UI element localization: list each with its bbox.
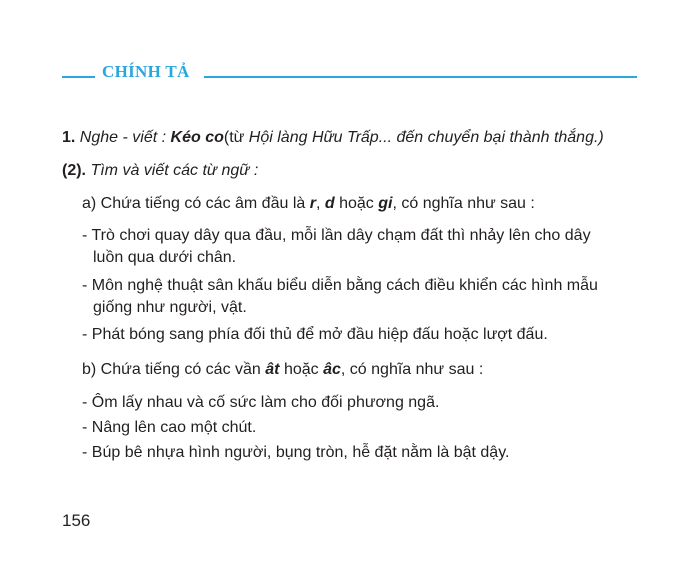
exercise-1 (62, 128, 604, 148)
sound-d: d (324, 195, 335, 212)
exercise-1-title: Kéo co (170, 129, 224, 146)
part-b-item-3: - Búp bê nhựa hình người, bụng tròn, hễ đặt nằm là bật dậy. (82, 444, 510, 461)
exercise-1-number: 1. (62, 129, 76, 146)
part-a-intro (82, 194, 535, 214)
exercise-2-instruction: Tìm và viết các từ ngữ : (90, 162, 259, 179)
part-a-item-1-line-2: luồn qua dưới chân. (93, 249, 237, 266)
rhyme-ac: âc (323, 361, 341, 378)
part-b-intro-before: b) Chứa tiếng có các vần (82, 361, 261, 378)
rhyme-at: ât (265, 361, 280, 378)
exercise-1-source-range: Hội làng Hữu Trấp... đến chuyển bại thành thắng.) (248, 129, 604, 146)
part-a-intro-after: , có nghĩa như sau : (392, 195, 535, 212)
exercise-1-instruction: Nghe - viết : (79, 129, 167, 146)
sound-gi: gi (378, 195, 393, 212)
part-a-item-2-line-2: giống như người, vật. (93, 299, 247, 316)
header-rule-right (204, 76, 637, 78)
part-a-item-3: - Phát bóng sang phía đối thủ để mở đầu hiệp đấu hoặc lượt đấu. (82, 326, 548, 343)
part-a-intro-before: a) Chứa tiếng có các âm đầu là (82, 195, 306, 212)
page-number: 156 (62, 511, 91, 530)
header-rule-left (62, 76, 95, 78)
part-b-intro-after: , có nghĩa như sau : (340, 361, 484, 378)
exercise-2-number: (2). (62, 162, 86, 179)
section-title: CHÍNH TẢ (102, 62, 190, 81)
part-b-item-1: - Ôm lấy nhau và cố sức làm cho đối phương ngã. (82, 394, 440, 411)
exercise-1-source: (từ (223, 129, 245, 146)
part-b-item-2: - Nâng lên cao một chút. (82, 419, 257, 436)
sound-sep-1: , (315, 195, 321, 212)
exercise-2 (62, 161, 258, 181)
part-a-item-1-line-1: - Trò chơi quay dây qua đầu, mỗi lần dây chạm đất thì nhảy lên cho dây (82, 227, 591, 244)
part-a-item-2-line-1: - Môn nghệ thuật sân khấu biểu diễn bằng cách điều khiển các hình mẫu (82, 277, 598, 294)
rhyme-sep: hoặc (283, 361, 319, 378)
part-b-intro (82, 360, 483, 380)
sound-sep-2: hoặc (339, 195, 374, 212)
sound-r: r (309, 195, 316, 212)
